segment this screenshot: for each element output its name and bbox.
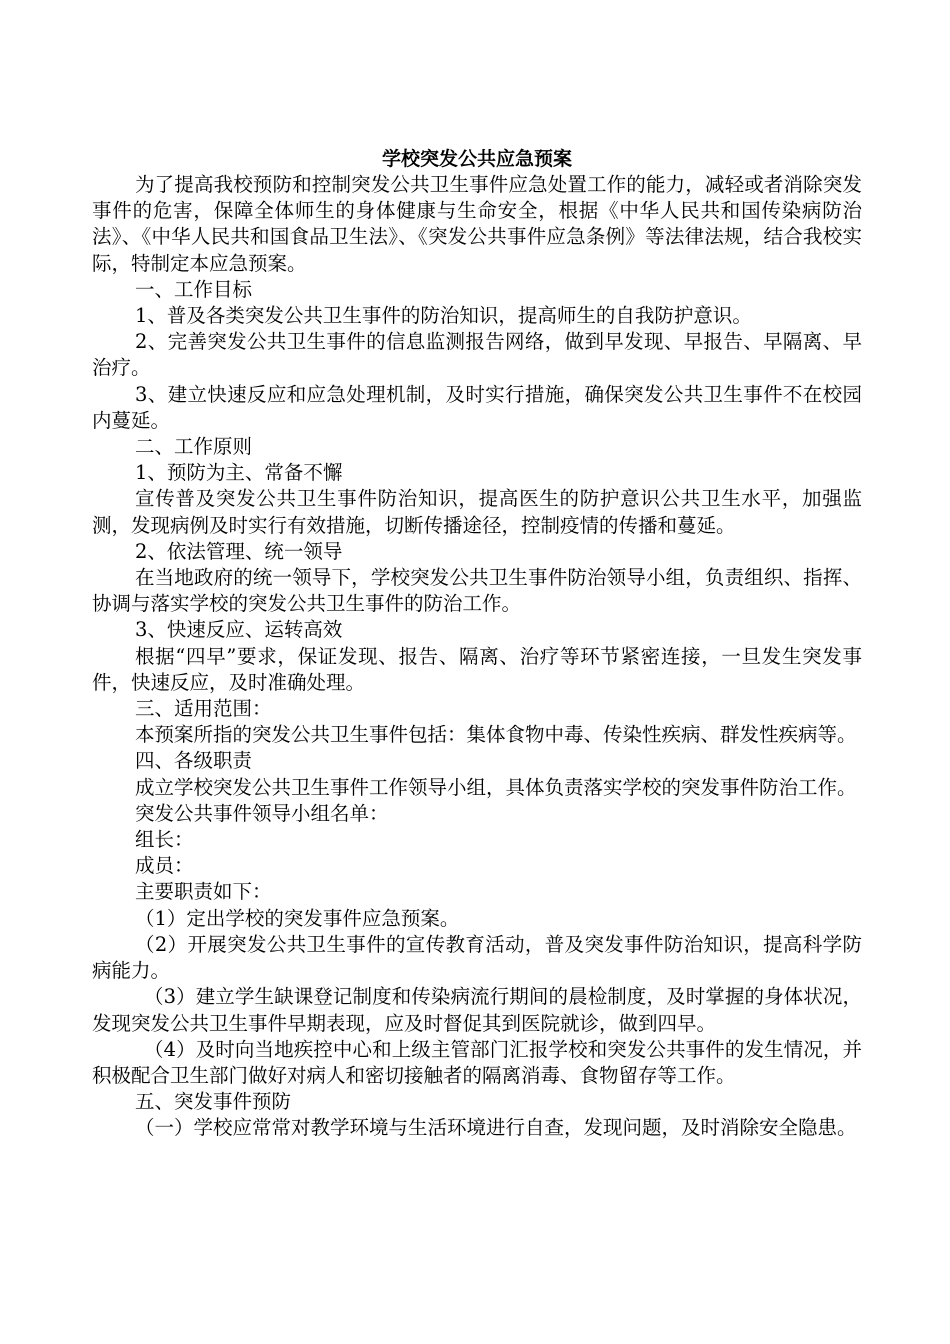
paragraph: 二、工作原则 (135, 435, 253, 459)
paragraph: 为了提高我校预防和控制突发公共卫生事件应急处置工作的能力，减轻或者消除突发事件的危害，保障全体师生的身体健康与生命安全，根据《中华人民共和国传染病防治法》、《中华人民共和国食品卫生法》、《突发公共事件应急条例》等法律法规，结合我校实际，特制定本应急预案。 (92, 173, 862, 275)
paragraph: 2、完善突发公共卫生事件的信息监测报告网络，做到早发现、早报告、早隔离、早治疗。 (92, 330, 862, 380)
paragraph: 突发公共事件领导小组名单： (135, 801, 389, 825)
paragraph: （1）定出学校的突发事件应急预案。 (135, 906, 460, 930)
paragraph: 本预案所指的突发公共卫生事件包括：集体食物中毒、传染性疾病、群发性疾病等。 (135, 723, 857, 747)
paragraph: 主要职责如下： (135, 880, 272, 904)
paragraph: 成立学校突发公共卫生事件工作领导小组，具体负责落实学校的突发事件防治工作。 (135, 775, 857, 799)
paragraph: 2、依法管理、统一领导 (135, 539, 343, 563)
document-page (92, 146, 862, 1142)
document-title: 学校突发公共应急预案 (381, 148, 572, 170)
paragraph: 1、预防为主、常备不懈 (135, 461, 343, 485)
paragraph: 五、突发事件预防 (135, 1090, 292, 1114)
paragraph: 四、各级职责 (135, 749, 253, 773)
document-body (92, 172, 862, 1142)
paragraph: （3）建立学生缺课登记制度和传染病流行期间的晨检制度，及时掌握的身体状况，发现突发公共卫生事件早期表现，应及时督促其到医院就诊，做到四早。 (92, 985, 862, 1035)
paragraph: 成员： (135, 854, 194, 878)
paragraph: （2）开展突发公共卫生事件的宣传教育活动，普及突发事件防治知识，提高科学防病能力。 (92, 932, 862, 983)
paragraph: （4）及时向当地疾控中心和上级主管部门汇报学校和突发公共事件的发生情况，并积极配合卫生部门做好对病人和密切接触者的隔离消毒、食物留存等工作。 (92, 1037, 862, 1087)
paragraph: 3、建立快速反应和应急处理机制，及时实行措施，确保突发公共卫生事件不在校园内蔓延。 (92, 382, 862, 432)
paragraph: 一、工作目标 (135, 277, 253, 301)
paragraph: （一）学校应常常对教学环境与生活环境进行自查，发现问题，及时消除安全隐患。 (135, 1116, 857, 1140)
paragraph: 在当地政府的统一领导下，学校突发公共卫生事件防治领导小组，负责组织、指挥、协调与落实学校的突发公共卫生事件的防治工作。 (92, 566, 862, 616)
paragraph: 3、快速反应、运转高效 (135, 618, 343, 642)
paragraph: 三、适用范围： (135, 697, 272, 721)
paragraph: 1、普及各类突发公共卫生事件的防治知识，提高师生的自我防护意识。 (135, 304, 752, 328)
paragraph: 根据“四早”要求，保证发现、报告、隔离、治疗等环节紧密连接，一旦发生突发事件，快速反应，及时准确处理。 (92, 644, 862, 694)
paragraph: 组长： (135, 828, 194, 852)
paragraph: 宣传普及突发公共卫生事件防治知识，提高医生的防护意识公共卫生水平，加强监测，发现病例及时实行有效措施，切断传播途径，控制疫情的传播和蔓延。 (92, 487, 862, 537)
